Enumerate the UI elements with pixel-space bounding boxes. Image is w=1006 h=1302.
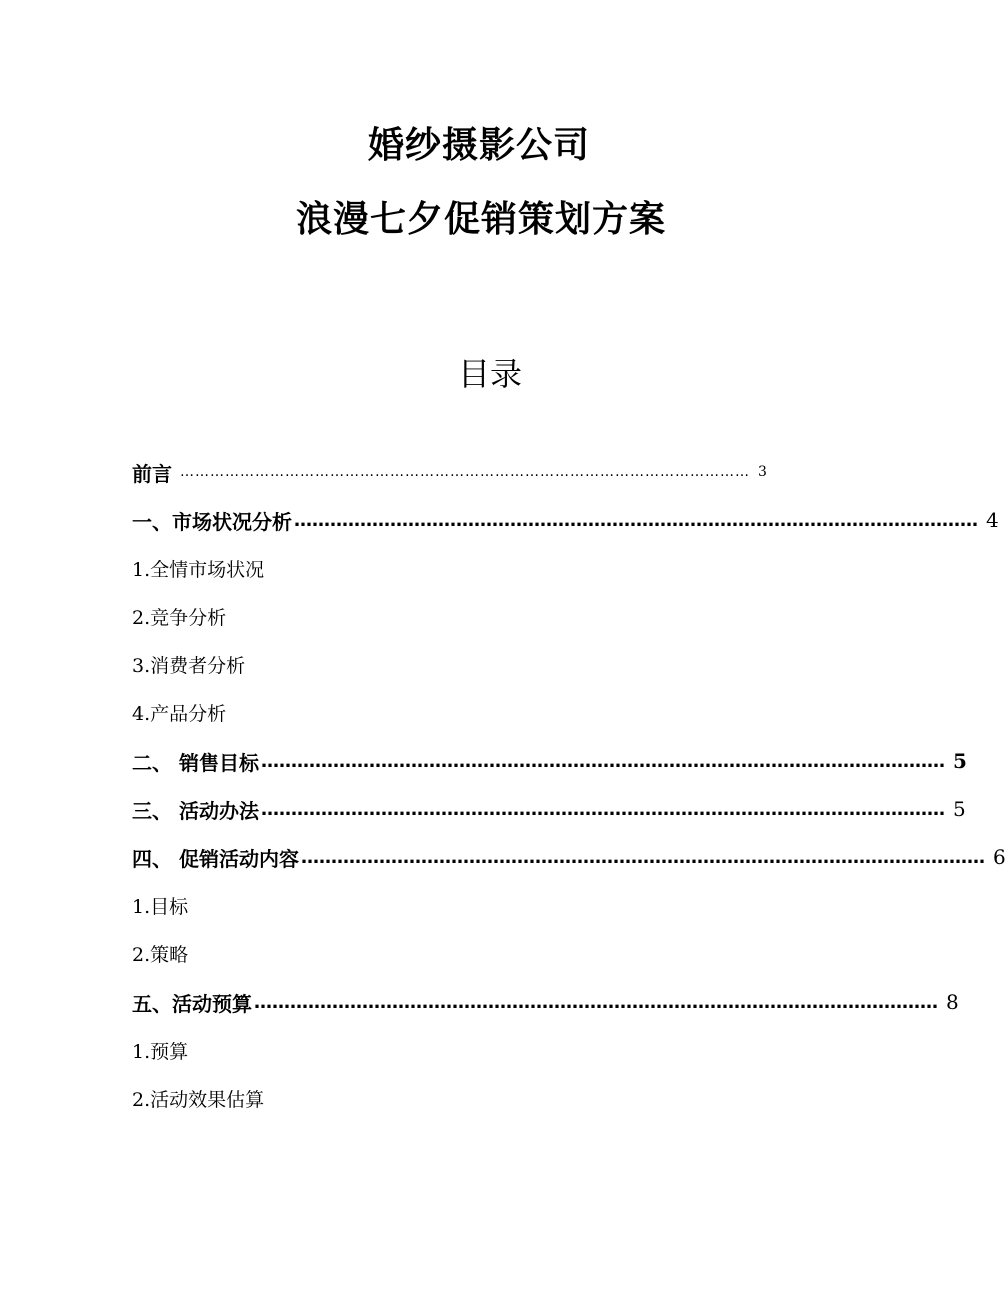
toc-subentry-label: 4.产品分析 [132, 702, 227, 725]
toc-entry-label: 一、市场状况分析 [132, 509, 292, 534]
toc-entry-section-2[interactable] [132, 746, 967, 776]
toc-subentry[interactable] [132, 553, 264, 583]
toc-entry-section-3[interactable] [132, 794, 966, 824]
toc-leader-dots: …………………………………………………………………………………………………… [260, 750, 945, 772]
toc-subentry[interactable] [132, 601, 226, 631]
toc-entry-label: 五、活动预算 [132, 991, 252, 1016]
toc-page-number: 5 [952, 749, 967, 773]
toc-subentry[interactable] [132, 890, 188, 920]
toc-subentry-label: 2.策略 [132, 943, 189, 966]
toc-subentry[interactable] [132, 938, 188, 968]
toc-subentry[interactable] [132, 1083, 264, 1113]
toc-subentry[interactable] [132, 1035, 188, 1065]
toc-page-number: 3 [758, 464, 767, 480]
document-title-line-2: 浪漫七夕促销策划方案 [295, 199, 666, 240]
toc-subentry-label: 1.目标 [132, 895, 189, 918]
toc-page-number: 4 [986, 508, 999, 532]
toc-entry-label: 前言 [132, 461, 172, 486]
document-title-line-1: 婚纱摄影公司 [367, 125, 590, 166]
toc-leader-dots: …………………………………………………………………………………………………… [300, 846, 985, 868]
toc-subentry-label: 1.全情市场状况 [132, 558, 265, 581]
toc-subentry-label: 3.消费者分析 [132, 654, 246, 677]
toc-subentry[interactable] [132, 649, 245, 679]
toc-page-number: 6 [992, 845, 1006, 869]
toc-subentry[interactable] [132, 697, 226, 727]
toc-entry-section-1[interactable] [132, 505, 999, 535]
toc-leader-dots: …………………………………………………………………………………………………… [254, 991, 938, 1013]
toc-page-number: 5 [952, 797, 966, 821]
toc-heading: 目录 [457, 355, 522, 393]
toc-entry-label: 二、 销售目标 [132, 750, 259, 775]
toc-page-number: 8 [946, 990, 959, 1014]
toc-entry-label: 四、 促销活动内容 [132, 846, 299, 871]
toc-entry-preface[interactable] [132, 457, 767, 487]
toc-subentry-label: 2.活动效果估算 [132, 1088, 265, 1111]
toc-entry-label: 三、 活动办法 [132, 798, 259, 823]
toc-subentry-label: 2.竞争分析 [132, 606, 227, 629]
toc-leader-dots: …………………………………………………………………………………………………… [294, 509, 978, 531]
toc-entry-section-5[interactable] [132, 987, 959, 1017]
toc-subentry-label: 1.预算 [132, 1040, 189, 1063]
toc-entry-section-4[interactable] [132, 842, 1006, 872]
toc-leader-dots: …………………………………………………………………………………………………… [260, 798, 945, 820]
toc-leader-dots: …………………………………………………………………………………………………… [180, 464, 750, 480]
